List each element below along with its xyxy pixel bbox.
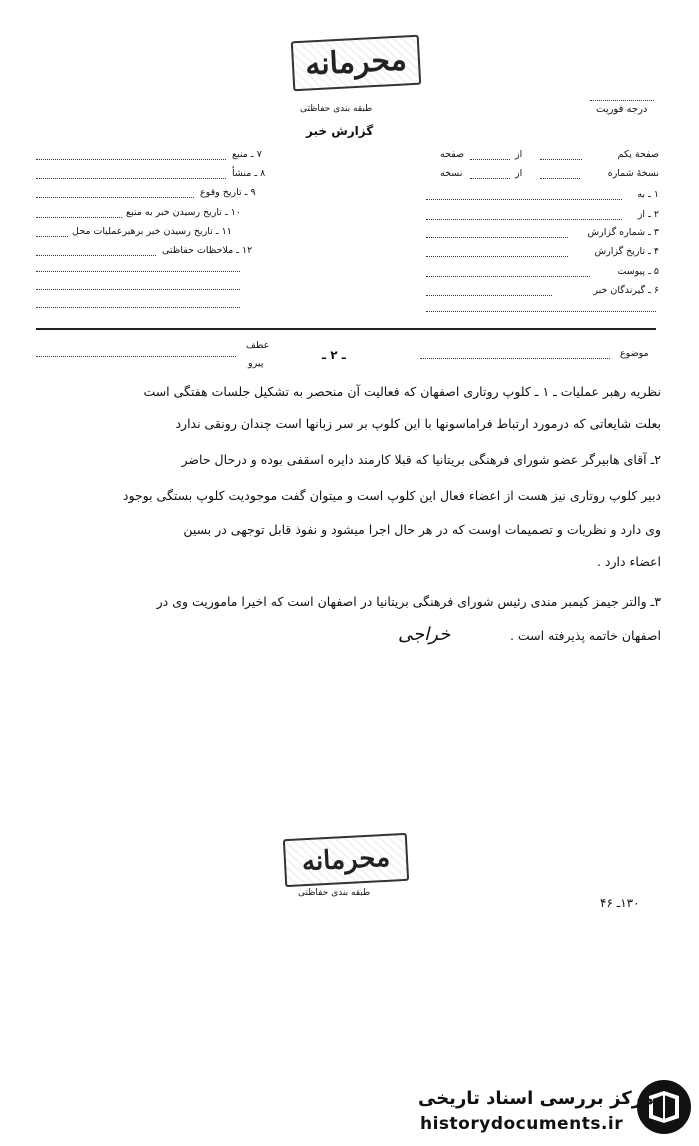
field-security-notes-line bbox=[36, 255, 156, 256]
field-recipients-line2 bbox=[426, 311, 656, 312]
stamp-subtitle-top: طبقه بندی حفاظتی bbox=[300, 104, 373, 114]
field-page: صفحة یکم bbox=[617, 149, 659, 160]
subject-line-right bbox=[420, 358, 610, 359]
subject-line-left bbox=[36, 356, 236, 357]
body-line: ۲ـ آقای هابیرگر عضو شورای فرهنگی بریتانیا که قبلا کارمند دایره اسقفی بوده و درحال حاضر bbox=[181, 452, 661, 467]
section-divider bbox=[36, 328, 656, 330]
classification-stamp-bottom bbox=[283, 833, 409, 887]
body-line: اعضاء دارد . bbox=[596, 554, 661, 569]
field-report-date-line bbox=[426, 256, 568, 257]
field-extra-line2 bbox=[36, 289, 240, 290]
document-number: ۱۳۰ـ ۴۶ bbox=[600, 896, 640, 910]
field-to: ۱ ـ به bbox=[637, 189, 659, 200]
stamp-text: محرمانه bbox=[304, 42, 408, 83]
field-source-line bbox=[36, 159, 226, 160]
field-occurrence-date-line bbox=[36, 197, 194, 198]
field-copy-end: نسخه bbox=[440, 168, 463, 179]
field-origin: ۸ ـ منشأ bbox=[232, 168, 266, 179]
field-report-date: ۴ ـ تاریخ گزارش bbox=[594, 246, 659, 257]
stamp-subtitle-bottom: طبقه بندی حفاظتی bbox=[298, 888, 371, 898]
field-page-line2 bbox=[470, 159, 510, 160]
field-receipt-leader-date: ۱۱ ـ تاریخ رسیدن خبر برهبرعملیات محل bbox=[72, 226, 232, 237]
field-origin-line bbox=[36, 178, 226, 179]
field-page-mid: از bbox=[515, 149, 523, 160]
field-to-line bbox=[426, 199, 622, 200]
body-line: وی دارد و نظریات و تصمیمات اوست که در هر حال اجرا میشود و نفوذ قابل توجهی در بسین bbox=[183, 522, 661, 537]
body-line: اصفهان خاتمه پذیرفته است . bbox=[509, 628, 661, 643]
field-from-line bbox=[426, 219, 622, 220]
classification-stamp-top bbox=[291, 35, 421, 92]
stamp-text-bottom: محرمانه bbox=[301, 842, 391, 878]
field-report-number: ۳ ـ شماره گزارش bbox=[587, 227, 659, 238]
reference-label: عطف bbox=[246, 340, 270, 351]
field-receipt-source-date-line bbox=[36, 217, 122, 218]
field-recipients-line bbox=[426, 295, 552, 296]
body-line: نظریه رهبر عملیات ـ ۱ ـ کلوپ روتاری اصفهان که فعالیت آن منحصر به تشکیل جلسات هفتگی است bbox=[143, 384, 661, 399]
field-receipt-leader-date-line bbox=[36, 236, 68, 237]
field-page-line bbox=[540, 159, 582, 160]
field-occurrence-date: ۹ ـ تاریخ وقوع bbox=[200, 187, 256, 198]
field-from: ۲ ـ از bbox=[637, 209, 659, 220]
field-extra-line3 bbox=[36, 307, 240, 308]
body-line: ۳ـ والتر جیمز کیمبر مندی رئیس شورای فرهنگی بریتانیا در اصفهان است که اخیرا ماموریت وی در bbox=[156, 594, 661, 609]
field-recipients: ۶ ـ گیرندگان خبر bbox=[593, 285, 659, 296]
field-page-end: صفحه bbox=[440, 149, 465, 160]
field-copy: نسخهٔ شماره bbox=[607, 168, 659, 179]
followup-label: پیرو bbox=[248, 358, 264, 369]
field-copy-line2 bbox=[470, 178, 510, 179]
body-line: دبیر کلوپ روتاری نیز هست از اعضاء فعال این کلوپ است و میتوان گفت موجودیت کلوپ بستگی بوجود bbox=[122, 488, 661, 503]
body-line: بعلت شایعاتی که درمورد ارتباط فراماسونها با این کلوپ بر سر زبانها است چندان رونقی ندارد bbox=[175, 416, 661, 431]
footer-url[interactable]: historydocuments.ir bbox=[420, 1114, 624, 1134]
page-number: ـ ۲ ـ bbox=[322, 348, 346, 362]
field-extra-line1 bbox=[36, 271, 240, 272]
field-source: ۷ ـ منبع bbox=[232, 149, 262, 160]
urgency-label: درجه فوریت bbox=[596, 104, 648, 115]
field-attachment-line bbox=[426, 276, 590, 277]
subject-label: موضوع bbox=[620, 348, 649, 359]
field-copy-mid: از bbox=[515, 168, 523, 179]
field-security-notes: ۱۲ ـ ملاحظات حفاظتی bbox=[162, 245, 253, 256]
field-report-number-line bbox=[426, 237, 568, 238]
field-receipt-source-date: ۱۰ ـ تاریخ رسیدن خبر به منبع bbox=[126, 207, 241, 218]
urgency-line bbox=[590, 100, 654, 101]
field-copy-line bbox=[540, 178, 580, 179]
field-attachment: ۵ ـ پیوست bbox=[617, 266, 659, 277]
report-title: گزارش خبر bbox=[306, 124, 374, 138]
footer-title: مرکز بررسی اسناد تاریخی bbox=[418, 1088, 655, 1109]
handwritten-note: خراجی bbox=[398, 624, 451, 645]
